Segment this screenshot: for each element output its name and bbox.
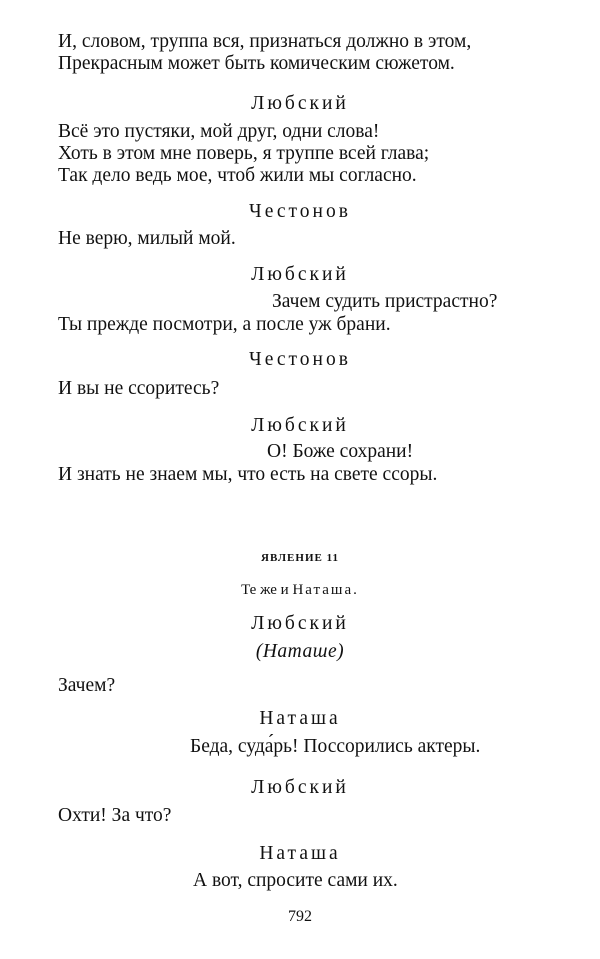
speaker-name: Наташа — [259, 708, 341, 729]
verse-line: Зачем? — [58, 675, 116, 696]
verse-line: Хоть в этом мне поверь, я труппе всей глава; — [58, 143, 430, 164]
verse-line: И, словом, труппа вся, признаться должно в этом, — [58, 31, 472, 52]
speaker-name: Любский — [251, 613, 349, 634]
page-number: 792 — [288, 908, 312, 925]
verse-line: Охти! За что? — [58, 805, 172, 826]
verse-line: Так дело ведь мое, чтоб жили мы согласно. — [58, 165, 417, 186]
stage-direction-text: Те же и — [241, 582, 289, 598]
speaker-name: Любский — [251, 93, 349, 114]
scene-heading: ЯВЛЕНИЕ 11 — [261, 552, 339, 564]
verse-line: И вы не ссоритесь? — [58, 378, 220, 399]
verse-line: А вот, спросите сами их. — [193, 870, 398, 891]
verse-line: Прекрасным может быть комическим сюжетом. — [58, 53, 455, 74]
speaker-name: Любский — [251, 777, 349, 798]
verse-line: Беда, суда́рь! Поссорились актеры. — [190, 736, 481, 757]
speaker-name: Наташа — [259, 843, 341, 864]
speaker-name: Честонов — [249, 201, 351, 222]
stage-direction — [0, 578, 600, 602]
verse-line: Всё это пустяки, мой друг, одни слова! — [58, 121, 380, 142]
character-name: Наташа. — [292, 582, 359, 598]
verse-line: О! Боже сохрани! — [267, 441, 414, 462]
verse-line: Не верю, милый мой. — [58, 228, 236, 249]
verse-line: И знать не знаем мы, что есть на свете ссоры. — [58, 464, 438, 485]
speaker-name: Любский — [251, 415, 349, 436]
speaker-name: Честонов — [249, 349, 351, 370]
speaker-direction: (Наташе) — [255, 641, 345, 662]
verse-line: Зачем судить пристрастно? — [272, 291, 498, 312]
speaker-name: Любский — [251, 264, 349, 285]
verse-line: Ты прежде посмотри, а после уж брани. — [58, 314, 391, 335]
